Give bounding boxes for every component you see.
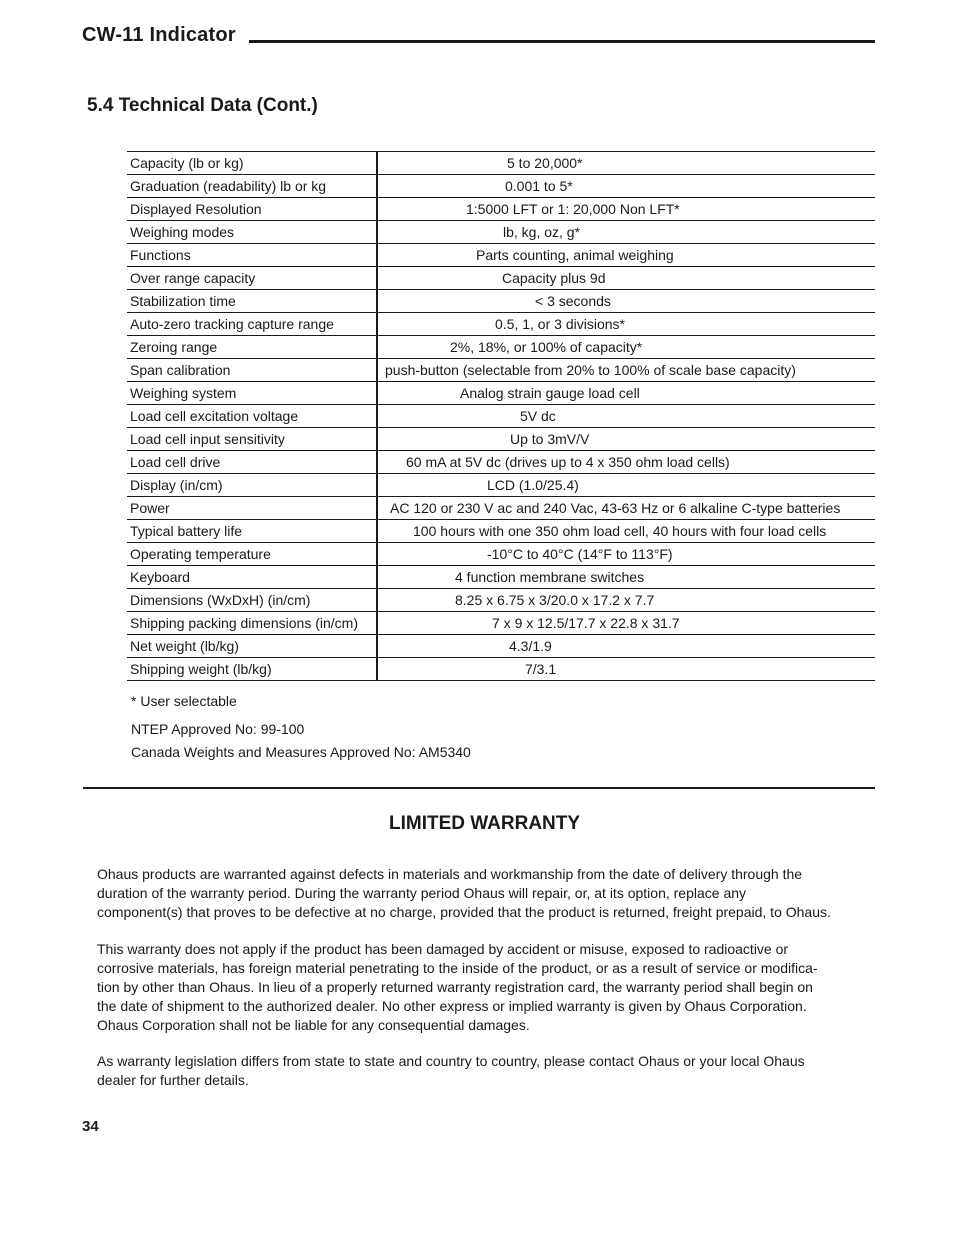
spec-table — [127, 151, 875, 681]
table-row — [127, 152, 875, 175]
spec-param: Load cell drive — [127, 451, 377, 474]
spec-param: Load cell input sensitivity — [127, 428, 377, 451]
table-row — [127, 658, 875, 681]
table-row — [127, 336, 875, 359]
spec-value: 0.5, 1, or 3 divisions* — [495, 316, 625, 332]
page-number: 34 — [82, 1118, 99, 1135]
spec-value: lb, kg, oz, g* — [503, 224, 581, 240]
table-row — [127, 244, 875, 267]
spec-param: Functions — [127, 244, 377, 267]
warranty-text-line: This warranty does not apply if the product has been damaged by accident or misuse, exposed to radioactive or — [97, 941, 789, 957]
spec-param: Auto-zero tracking capture range — [127, 313, 377, 336]
spec-param: Typical battery life — [127, 520, 377, 543]
warranty-text-line: component(s) that proves to be defective at no charge, provided that the product is returned, freight prepaid, to Ohaus. — [97, 904, 831, 920]
spec-param: Zeroing range — [127, 336, 377, 359]
spec-param: Displayed Resolution — [127, 198, 377, 221]
table-row — [127, 198, 875, 221]
table-row — [127, 589, 875, 612]
spec-param: Shipping weight (lb/kg) — [127, 658, 377, 681]
spec-value: < 3 seconds — [535, 293, 611, 309]
table-row — [127, 474, 875, 497]
table-row — [127, 290, 875, 313]
warranty-text-line: dealer for further details. — [97, 1072, 249, 1088]
table-row — [127, 175, 875, 198]
spec-param: Weighing modes — [127, 221, 377, 244]
spec-param: Power — [127, 497, 377, 520]
spec-value: 1:5000 LFT or 1: 20,000 Non LFT* — [466, 201, 680, 217]
spec-value: Analog strain gauge load cell — [460, 385, 640, 401]
warranty-paragraph — [97, 1052, 872, 1090]
title-rule — [249, 40, 875, 43]
spec-param: Operating temperature — [127, 543, 377, 566]
warranty-text-line: Ohaus products are warranted against defects in materials and workmanship from the date of delivery through the — [97, 866, 803, 882]
warranty-paragraph — [97, 865, 872, 922]
spec-param: Load cell excitation voltage — [127, 405, 377, 428]
spec-param: Over range capacity — [127, 267, 377, 290]
table-row — [127, 520, 875, 543]
table-row — [127, 566, 875, 589]
table-row — [127, 543, 875, 566]
spec-param: Net weight (lb/kg) — [127, 635, 377, 658]
section-heading: 5.4 Technical Data (Cont.) — [87, 95, 318, 116]
spec-value: 0.001 to 5* — [505, 178, 573, 194]
spec-param: Weighing system — [127, 382, 377, 405]
spec-value: 8.25 x 6.75 x 3/20.0 x 17.2 x 7.7 — [455, 592, 655, 608]
spec-value: 2%, 18%, or 100% of capacity* — [450, 339, 643, 355]
spec-param: Capacity (lb or kg) — [127, 152, 377, 175]
ntep-approval: NTEP Approved No: 99-100 — [131, 721, 305, 737]
table-row — [127, 497, 875, 520]
spec-param: Graduation (readability) lb or kg — [127, 175, 377, 198]
spec-value: 5 to 20,000* — [507, 155, 583, 171]
spec-value: Up to 3mV/V — [510, 431, 590, 447]
spec-value: LCD (1.0/25.4) — [487, 477, 579, 493]
warranty-text-line: tion by other than Ohaus. In lieu of a properly returned warranty registration card, the warranty period shall begin on — [97, 979, 813, 995]
table-row — [127, 221, 875, 244]
user-selectable-note: * User selectable — [131, 693, 237, 709]
table-row — [127, 635, 875, 658]
spec-param: Display (in/cm) — [127, 474, 377, 497]
warranty-rule — [83, 787, 875, 789]
table-row — [127, 313, 875, 336]
table-row — [127, 267, 875, 290]
warranty-heading: LIMITED WARRANTY — [389, 813, 581, 834]
spec-value: 4 function membrane switches — [455, 569, 645, 585]
canada-approval: Canada Weights and Measures Approved No: AM5340 — [131, 744, 471, 760]
warranty-paragraph — [97, 940, 872, 1035]
warranty-text-line: corrosive materials, has foreign material penetrating to the inside of the product, or as a result of service or modifica- — [97, 960, 818, 976]
spec-param: Span calibration — [127, 359, 377, 382]
warranty-text-line: the date of shipment to the authorized dealer. No other express or implied warranty is given by Ohaus Corporation. — [97, 998, 807, 1014]
spec-value: 7 x 9 x 12.5/17.7 x 22.8 x 31.7 — [492, 615, 680, 631]
table-row — [127, 405, 875, 428]
spec-value: -10°C to 40°C (14°F to 113°F) — [487, 546, 673, 562]
warranty-text-line: As warranty legislation differs from state to state and country to country, please contact Ohaus or your local Ohaus — [97, 1053, 805, 1069]
spec-value: Parts counting, animal weighing — [476, 247, 674, 263]
table-row — [127, 451, 875, 474]
spec-param: Stabilization time — [127, 290, 377, 313]
spec-param: Dimensions (WxDxH) (in/cm) — [127, 589, 377, 612]
spec-value: 60 mA at 5V dc (drives up to 4 x 350 ohm load cells) — [406, 454, 730, 470]
spec-value: 5V dc — [520, 408, 556, 424]
spec-value: Capacity plus 9d — [502, 270, 606, 286]
table-row — [127, 359, 875, 382]
spec-value: push-button (selectable from 20% to 100% of scale base capacity) — [385, 362, 796, 378]
spec-param: Keyboard — [127, 566, 377, 589]
table-row — [127, 612, 875, 635]
warranty-text-line: duration of the warranty period. During the warranty period Ohaus will repair, or, at its option, replace any — [97, 885, 747, 901]
spec-value: AC 120 or 230 V ac and 240 Vac, 43-63 Hz or 6 alkaline C-type batteries — [390, 500, 841, 516]
document-title: CW-11 Indicator — [82, 24, 236, 46]
spec-param: Shipping packing dimensions (in/cm) — [127, 612, 377, 635]
warranty-text-line: Ohaus Corporation shall not be liable for any consequential damages. — [97, 1017, 530, 1033]
table-row — [127, 428, 875, 451]
table-row — [127, 382, 875, 405]
spec-value: 7/3.1 — [525, 661, 557, 677]
spec-value: 100 hours with one 350 ohm load cell, 40 hours with four load cells — [413, 523, 827, 539]
spec-value: 4.3/1.9 — [509, 638, 552, 654]
